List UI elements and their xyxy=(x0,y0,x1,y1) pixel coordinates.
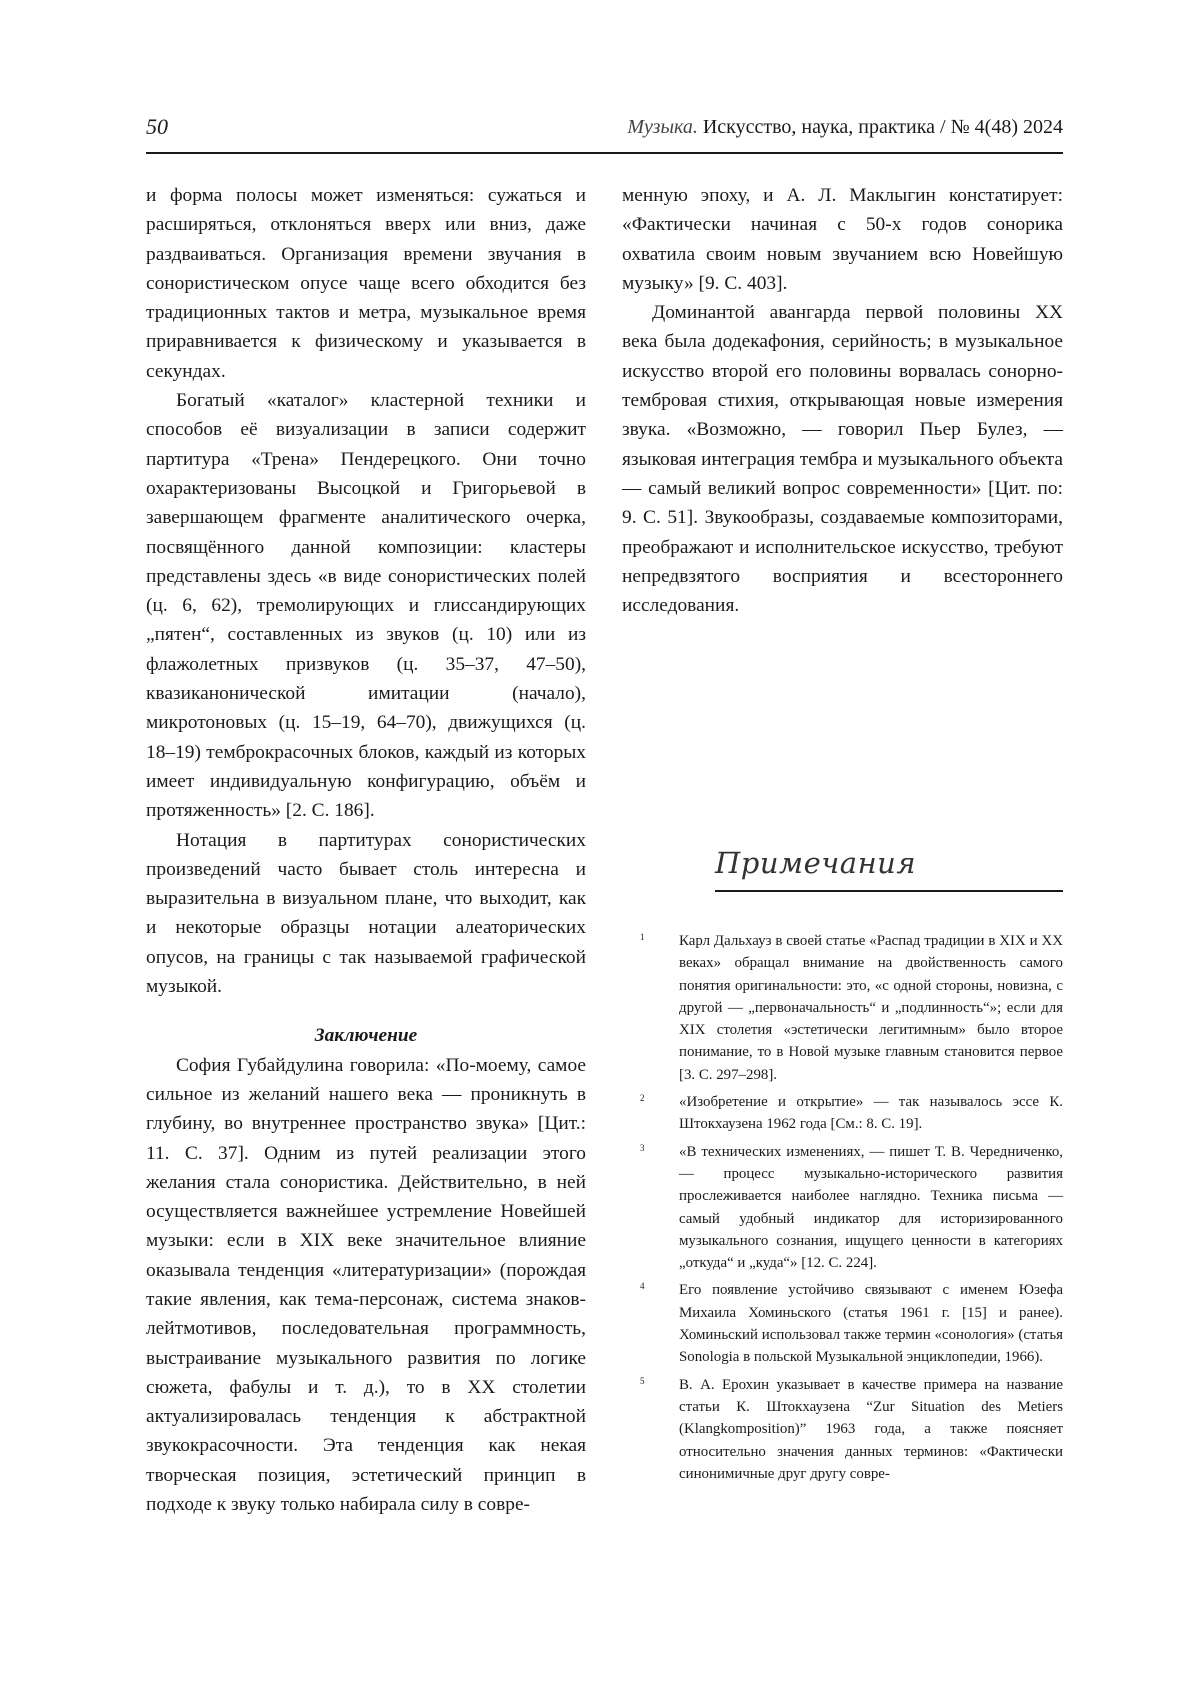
journal-title xyxy=(627,116,1063,139)
note-item xyxy=(640,1141,1063,1275)
header-rule xyxy=(146,152,1063,154)
notes-title: Примечания xyxy=(715,846,917,880)
note-text: «В технических изменениях, — пишет Т. В. Чередниченко, — процесс музыкально-исторического развития прослеживается наиболее наглядно. Техника письма — самый удобный индикатор для историзированного музыкального сознания, ищущего ценности в категориях „откуда“ и „куда“» [12. С. 224]. xyxy=(679,1143,1063,1272)
note-text: Его появление устойчиво связывают с именем Юзефа Михаила Хоминьского (статья 1961 г. [15] и ранее). Хоминьский использовал также термин «сонология» (статья Sonologia в польской Музыкальной энциклопедии, 1966). xyxy=(679,1282,1063,1366)
notes-heading xyxy=(715,846,1063,890)
note-number: 4 xyxy=(640,1281,645,1292)
left-column xyxy=(146,181,586,1519)
note-number: 1 xyxy=(640,932,645,942)
right-column xyxy=(622,181,1063,620)
note-item xyxy=(640,1091,1063,1136)
journal-issue: Искусство, наука, практика / № 4(48) 2024 xyxy=(702,116,1063,138)
note-item xyxy=(640,1279,1063,1368)
note-number: 3 xyxy=(640,1142,645,1153)
journal-brand: Музыка. xyxy=(627,116,698,138)
paragraph: Нотация в партитурах сонористических произведений часто бывает столь интересна и выразительна в визуальном плане, что выходит, как и некоторые образцы нотации алеаторических опусов, на границы с так называемой графической музыкой. xyxy=(146,829,586,998)
notes-list xyxy=(640,930,1063,1490)
note-number: 2 xyxy=(640,1093,645,1104)
note-item xyxy=(640,1374,1063,1485)
note-item xyxy=(640,930,1063,1086)
note-number: 5 xyxy=(640,1375,645,1386)
paragraph: Доминантой авангарда первой половины XX века была додекафония, серийность; в музыкальное искусство второй его половины ворвалась сонорно-тембровая стихия, открывающая новые измерения звука. «Возможно, — говорил Пьер Булез, — языковая интеграция тембра и музыкального объекта — самый великий вопрос современности» [Цит. по: 9. С. 51]. Звукообразы, создаваемые композиторами, преображают и исполнительское искусство, требуют непредвзятого восприятия и всестороннего исследования. xyxy=(622,302,1063,617)
paragraph: менную эпоху, и А. Л. Маклыгин констатирует: «Фактически начиная с 50-х годов сонорика охватила своим новым звучанием всю Новейшую музыку» [9. С. 403]. xyxy=(622,185,1063,294)
running-header xyxy=(146,114,1063,154)
notes-rule xyxy=(715,890,1063,892)
section-heading: Заключение xyxy=(314,1025,418,1047)
paragraph: София Губайдулина говорила: «По-моему, самое сильное из желаний нашего века — проникнуть в глубину, во внутреннее пространство звука» [Цит.: 11. С. 37]. Одним из путей реализации этого желания стала сонористика. Действительно, в ней осуществляется важнейшее устремление Новейшей музыки: если в XIX веке значительное влияние оказывала тенденция «литературизации» (порождая такие явления, как тема-персонаж, система знаков-лейтмотивов, последовательная программность, выстраивание музыкального развития по логике сюжета, фабулы и т. д.), то в XX столетии актуализировалась тенденция к абстрактной звукокрасочности. Эта тенденция как некая творческая позиция, эстетический принцип в подходе к звуку только набирала силу в совре- xyxy=(146,1054,586,1516)
paragraph: Богатый «каталог» кластерной техники и способов её визуализации в записи содержит партитура «Трена» Пендерецкого. Они точно охарактеризованы Высоцкой и Григорьевой в завершающем фрагменте аналитического очерка, посвящённого данной композиции: кластеры представлены здесь «в виде сонористических полей (ц. 6, 62), тремолирующих и глиссандирующих „пятен“, составленных из звуков (ц. 10) или из флажолетных призвуков (ц. 35–37, 47–50), квазиканонической имитации (начало), микротоновых (ц. 15–19, 64–70), движущихся (ц. 18–19) темброкрасочных блоков, каждый из которых имеет индивидуальную конфигурацию, объём и протяженность» [2. С. 186]. xyxy=(146,390,586,822)
paragraph: и форма полосы может изменяться: сужаться и расширяться, отклоняться вверх или вниз, даже раздваиваться. Организация времени звучания в сонористическом опусе чаще всего обходится без традиционных тактов и метра, музыкальное время приравнивается к физическому и указывается в секундах. xyxy=(146,185,586,382)
note-text: «Изобретение и открытие» — так называлось эссе К. Штокхаузена 1962 года [См.: 8. С. 19]. xyxy=(679,1094,1063,1133)
page-number: 50 xyxy=(146,114,168,139)
note-text: Карл Дальхауз в своей статье «Распад традиции в XIX и XX веках» обращал внимание на двойственность самого понятия оригинальности: это, «с одной стороны, новизна, с другой — „первоначальность“ и „подлинность“»; если для XIX столетия «эстетически легитимным» было второе понимание, то в Новой музыке главным становится первое [3. С. 297–298]. xyxy=(679,933,1063,1083)
note-text: В. А. Ерохин указывает в качестве примера на название статьи К. Штокхаузена “Zur Situation des Metiers (Klangkomposition)” 1963 года, а также поясняет относительно значения данных терминов: «Фактически синонимичные друг другу совре- xyxy=(679,1376,1063,1482)
